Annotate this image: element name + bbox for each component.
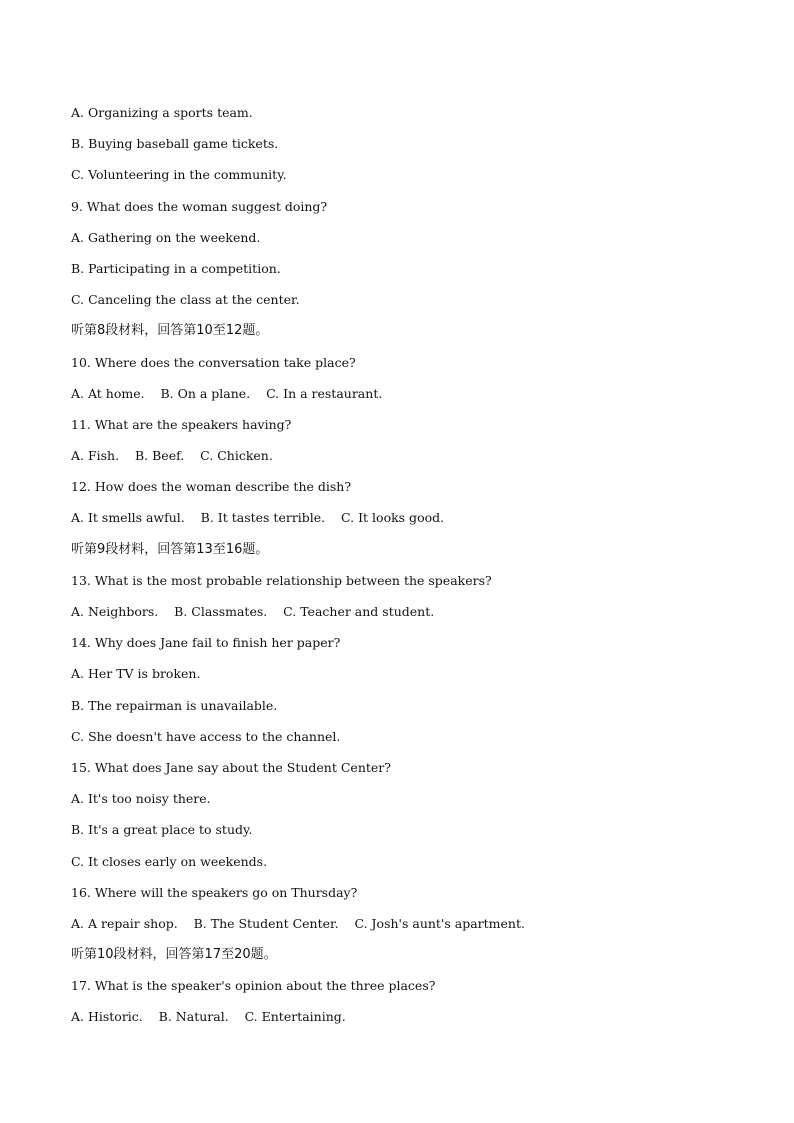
question-line: 16. Where will the speakers go on Thursday? xyxy=(71,884,358,900)
question-line: 13. What is the most probable relationship between the speakers? xyxy=(71,572,492,588)
answer-option-line: A. Neighbors. B. Classmates. C. Teacher and student. xyxy=(71,604,435,619)
answer-option-line: A. Fish. B. Beef. C. Chicken. xyxy=(71,448,273,464)
question-line: 15. What does Jane say about the Student Center? xyxy=(71,759,391,775)
answer-option-line: A. Organizing a sports team. xyxy=(71,105,253,120)
section-instruction: 听第9段材料，回答第13至16题。 xyxy=(71,541,269,557)
answer-option-line: A. Her TV is broken. xyxy=(71,666,201,682)
question-line: 10. Where does the conversation take place? xyxy=(71,354,356,370)
answer-option-line: B. The repairman is unavailable. xyxy=(71,697,278,713)
question-line: 9. What does the woman suggest doing? xyxy=(71,198,328,214)
answer-option-line: A. At home. B. On a plane. C. In a restaurant. xyxy=(71,385,383,401)
answer-option-line: A. Historic. B. Natural. C. Entertaining. xyxy=(71,1009,346,1025)
exam-text-block xyxy=(71,103,761,1039)
answer-option-line: A. A repair shop. B. The Student Center. C. Josh's aunt's apartment. xyxy=(71,915,525,931)
answer-option-line: A. It smells awful. B. It tastes terrible. C. It looks good. xyxy=(71,510,445,526)
answer-option-line: B. Participating in a competition. xyxy=(71,260,281,276)
answer-option-line: B. Buying baseball game tickets. xyxy=(71,136,279,152)
section-instruction: 听第10段材料，回答第17至20题。 xyxy=(71,947,277,963)
answer-option-line: B. It's a great place to study. xyxy=(71,822,253,838)
answer-option-line: C. It closes early on weekends. xyxy=(71,853,268,869)
question-line: 17. What is the speaker's opinion about the three places? xyxy=(71,978,436,994)
section-instruction: 听第8段材料，回答第10至12题。 xyxy=(71,323,269,339)
answer-option-line: C. Volunteering in the community. xyxy=(71,167,287,183)
answer-option-line: A. It's too noisy there. xyxy=(71,791,211,807)
question-line: 12. How does the woman describe the dish? xyxy=(71,479,352,495)
answer-option-line: C. Canceling the class at the center. xyxy=(71,292,300,308)
question-line: 14. Why does Jane fail to finish her paper? xyxy=(71,635,341,651)
answer-option-line: A. Gathering on the weekend. xyxy=(71,229,261,245)
answer-option-line: C. She doesn't have access to the channel. xyxy=(71,728,341,744)
question-line: 11. What are the speakers having? xyxy=(71,416,292,432)
